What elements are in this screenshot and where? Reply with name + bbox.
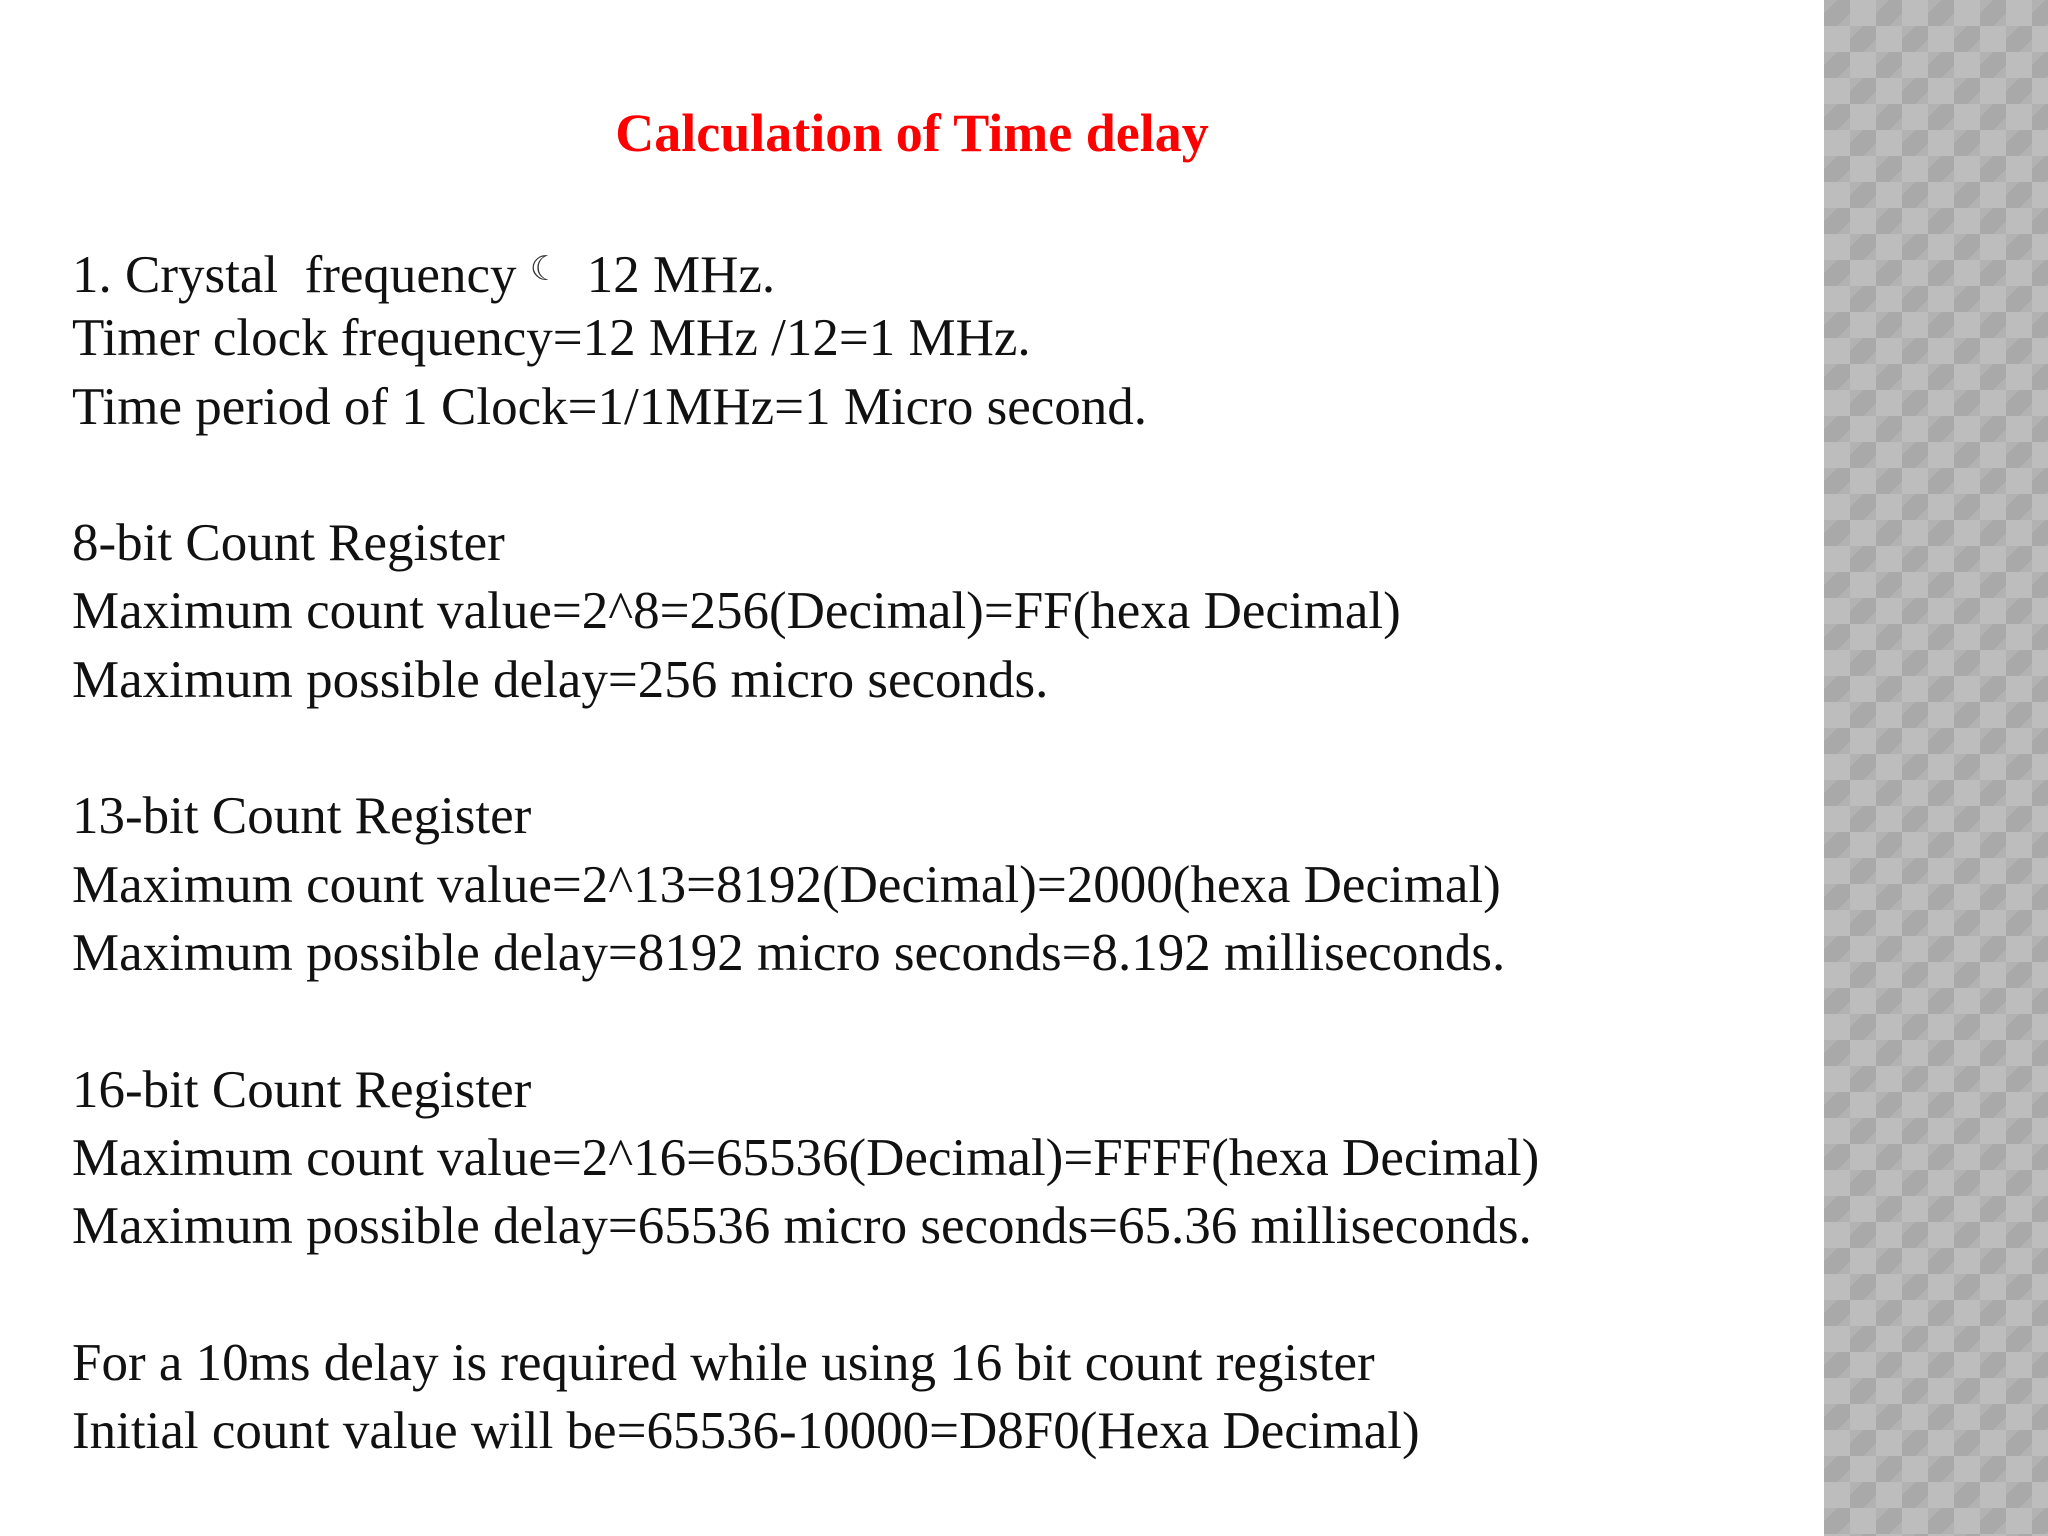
16bit-heading: 16-bit Count Register [72,1060,532,1119]
8bit-max-delay: Maximum possible delay=256 micro seconds. [72,650,1049,709]
13bit-max-delay: Maximum possible delay=8192 micro seconds=8.192 milliseconds. [72,923,1506,982]
13bit-heading: 13-bit Count Register [72,787,532,846]
13bit-max-count: Maximum count value=2^13=8192(Decimal)=2000(hexa Decimal) [72,855,1501,914]
spacer [72,1260,1792,1328]
decorative-side-pattern [1824,0,2048,1536]
crystal-frequency-prefix: 1. Crystal frequency [72,246,530,304]
slide-title: Calculation of Time delay [615,103,1209,163]
spacer [72,441,1792,509]
crystal-frequency-line [72,236,1792,304]
crystal-frequency-value: 12 MHz. [560,246,776,304]
moon-symbol-icon: ☾ [529,251,561,288]
8bit-max-count: Maximum count value=2^8=256(Decimal)=FF(hexa Decimal) [72,582,1401,641]
slide-body [72,236,1792,1465]
10ms-requirement-line: For a 10ms delay is required while using 16 bit count register [72,1333,1375,1392]
clock-period-line: Time period of 1 Clock=1/1MHz=1 Micro second. [72,377,1148,436]
16bit-max-count: Maximum count value=2^16=65536(Decimal)=FFFF(hexa Decimal) [72,1128,1540,1187]
16bit-max-delay: Maximum possible delay=65536 micro seconds=65.36 milliseconds. [72,1197,1532,1256]
initial-count-line: Initial count value will be=65536-10000=D8F0(Hexa Decimal) [72,1402,1420,1461]
spacer [72,714,1792,782]
timer-clock-frequency-line: Timer clock frequency=12 MHz /12=1 MHz. [72,309,1031,368]
spacer [72,987,1792,1055]
8bit-heading: 8-bit Count Register [72,514,505,573]
